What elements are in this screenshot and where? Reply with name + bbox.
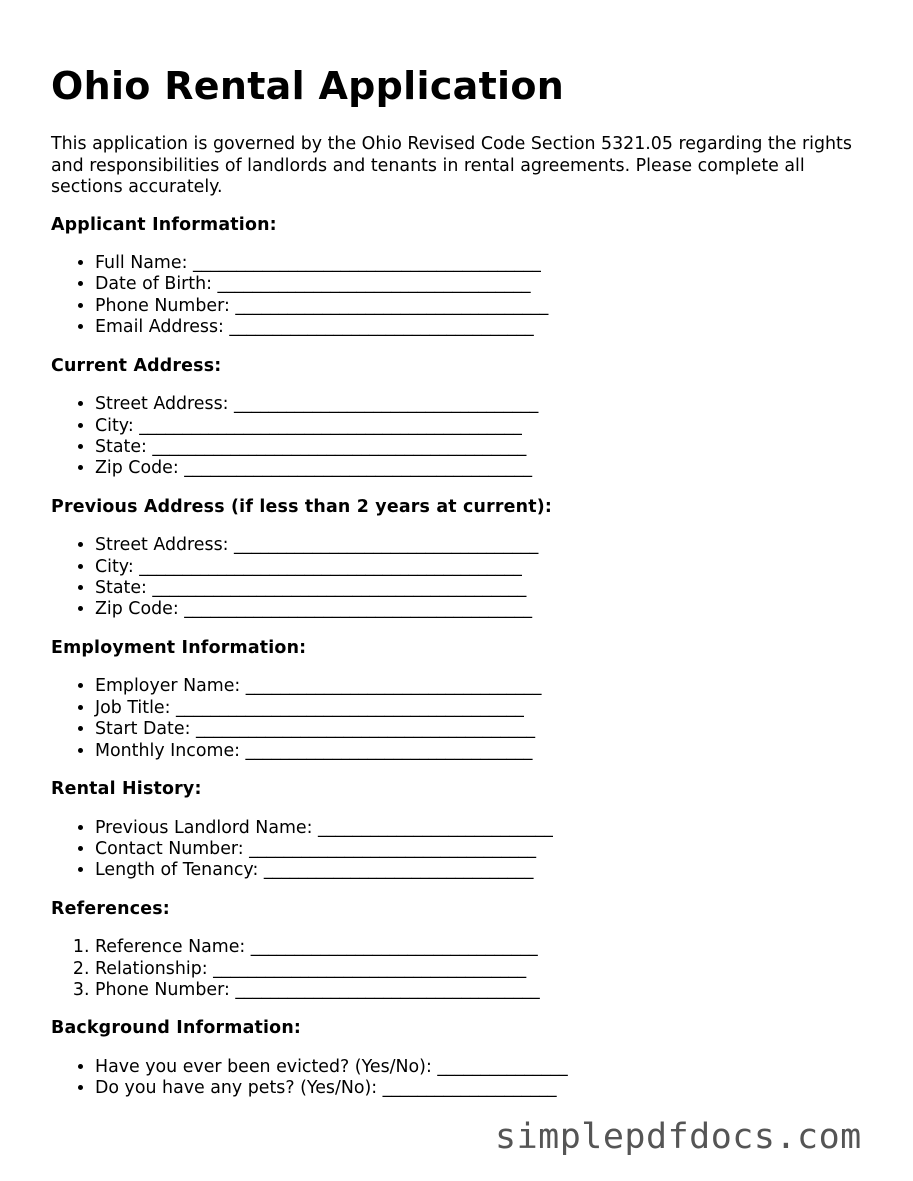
previous-zip-code-field[interactable]: • Zip Code: ________________________________________	[95, 599, 871, 620]
applicant-fields-list	[51, 253, 871, 339]
previous-city-field[interactable]: • City: ____________________________________________	[95, 557, 871, 578]
rental-history-fields-list	[51, 818, 871, 882]
employer-name-field[interactable]: • Employer Name: __________________________________	[95, 676, 871, 697]
contact-number-field[interactable]: • Contact Number: _________________________________	[95, 839, 871, 860]
references-fields-list	[51, 937, 871, 1001]
page-title: Ohio Rental Application	[51, 64, 565, 108]
email-address-field[interactable]: • Email Address: ___________________________________	[95, 317, 871, 338]
previous-street-address-field[interactable]: • Street Address: ___________________________________	[95, 535, 871, 556]
employment-fields-list	[51, 676, 871, 762]
pets-question-field[interactable]: • Do you have any pets? (Yes/No): ____________________	[95, 1078, 871, 1099]
previous-address-fields-list	[51, 535, 871, 621]
current-zip-code-field[interactable]: • Zip Code: ________________________________________	[95, 458, 871, 479]
full-name-field[interactable]: • Full Name: ________________________________________	[95, 253, 871, 274]
previous-state-field[interactable]: • State: ___________________________________________	[95, 578, 871, 599]
section-heading-current-address: Current Address:	[51, 355, 222, 376]
current-state-field[interactable]: • State: ___________________________________________	[95, 437, 871, 458]
section-heading-references: References:	[51, 898, 170, 919]
section-heading-applicant: Applicant Information:	[51, 214, 277, 235]
current-address-fields-list	[51, 394, 871, 480]
start-date-field[interactable]: • Start Date: _______________________________________	[95, 719, 871, 740]
reference-name-field[interactable]: 1. Reference Name: _________________________________	[95, 937, 871, 958]
rental-application-document	[51, 62, 871, 1117]
length-of-tenancy-field[interactable]: • Length of Tenancy: _______________________________	[95, 860, 871, 881]
intro-paragraph: This application is governed by the Ohio Revised Code Section 5321.05 regarding the rights and responsibilities of landlords and tenants in rental agreements. Please complete all sections accurately.	[51, 134, 852, 197]
evicted-question-field[interactable]: • Have you ever been evicted? (Yes/No): _______________	[95, 1057, 871, 1078]
background-fields-list	[51, 1057, 871, 1100]
monthly-income-field[interactable]: • Monthly Income: _________________________________	[95, 741, 871, 762]
phone-number-field[interactable]: • Phone Number: ____________________________________	[95, 296, 871, 317]
reference-phone-number-field[interactable]: 3. Phone Number: ___________________________________	[95, 980, 871, 1001]
section-heading-previous-address: Previous Address (if less than 2 years at current):	[51, 496, 553, 517]
current-street-address-field[interactable]: • Street Address: ___________________________________	[95, 394, 871, 415]
section-heading-employment: Employment Information:	[51, 637, 307, 658]
job-title-field[interactable]: • Job Title: ________________________________________	[95, 698, 871, 719]
watermark: simplepdfdocs.com	[495, 1117, 862, 1157]
relationship-field[interactable]: 2. Relationship: ____________________________________	[95, 959, 871, 980]
date-of-birth-field[interactable]: • Date of Birth: ____________________________________	[95, 274, 871, 295]
section-heading-background: Background Information:	[51, 1018, 302, 1039]
section-heading-rental-history: Rental History:	[51, 779, 202, 799]
previous-landlord-name-field[interactable]: • Previous Landlord Name: ___________________________	[95, 818, 871, 839]
current-city-field[interactable]: • City: ____________________________________________	[95, 416, 871, 437]
